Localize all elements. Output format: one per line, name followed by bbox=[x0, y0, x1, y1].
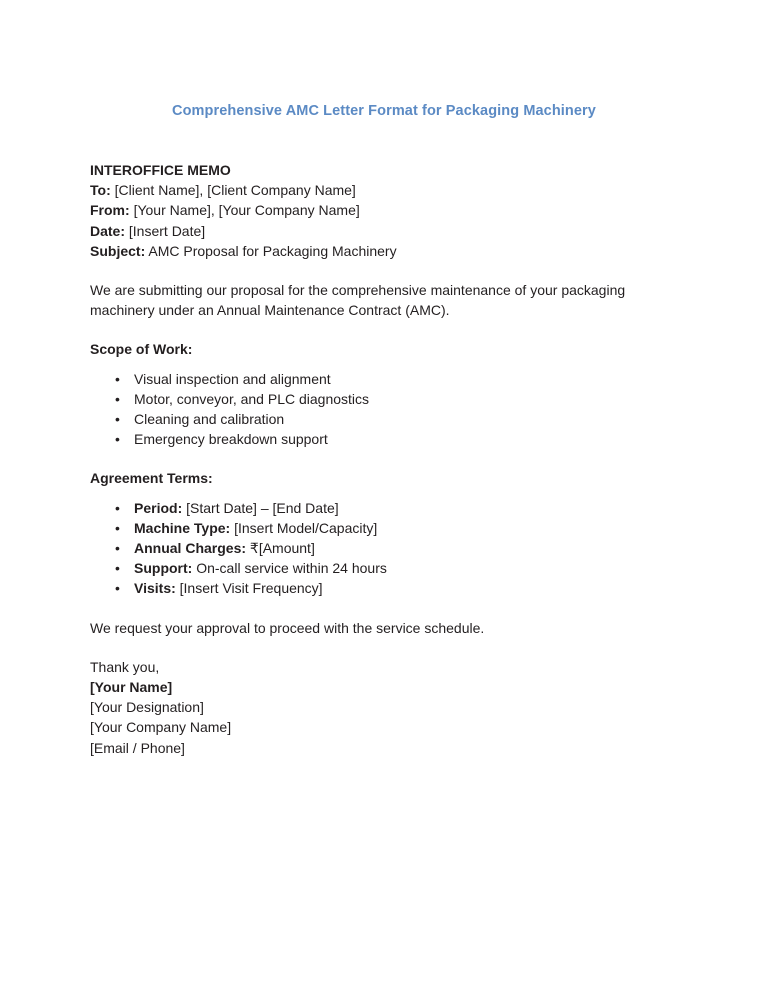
list-item bbox=[90, 498, 680, 518]
bullet-icon: • bbox=[115, 499, 120, 516]
bullet-icon: • bbox=[115, 370, 120, 387]
signature-block bbox=[90, 657, 680, 758]
list-item-value: [Start Date] – [End Date] bbox=[186, 499, 339, 516]
list-item-value: [Insert Visit Frequency] bbox=[179, 580, 323, 597]
memo-heading: INTEROFFICE MEMO bbox=[90, 162, 231, 178]
list-item bbox=[90, 409, 680, 429]
scope-of-work-list bbox=[90, 369, 680, 450]
signature-contact: [Email / Phone] bbox=[90, 739, 185, 756]
memo-field-from-label: From: bbox=[90, 202, 130, 219]
list-item-label: Support: bbox=[134, 560, 193, 577]
list-item bbox=[90, 429, 680, 449]
memo-field-date-value: [Insert Date] bbox=[128, 222, 206, 239]
list-item-label: Visits: bbox=[134, 580, 176, 597]
list-item-label: Machine Type: bbox=[134, 519, 231, 536]
list-item-label: Annual Charges: bbox=[134, 540, 247, 557]
bullet-icon: • bbox=[115, 411, 120, 428]
bullet-icon: • bbox=[115, 580, 120, 597]
bullet-icon: • bbox=[115, 390, 120, 407]
list-item-value: On-call service within 24 hours bbox=[196, 560, 387, 577]
memo-field-subject-value: AMC Proposal for Packaging Machinery bbox=[148, 242, 397, 259]
signature-designation: [Your Designation] bbox=[90, 699, 204, 716]
memo-field-to bbox=[90, 180, 680, 200]
memo-field-subject bbox=[90, 241, 680, 261]
list-item bbox=[90, 369, 680, 389]
memo-field-date-label: Date: bbox=[90, 222, 126, 239]
memo-field-date bbox=[90, 221, 680, 241]
list-item bbox=[90, 538, 680, 558]
memo-header-block bbox=[90, 160, 680, 261]
document-body bbox=[90, 160, 680, 758]
list-item bbox=[90, 578, 680, 598]
agreement-terms-heading: Agreement Terms: bbox=[90, 470, 213, 487]
signature-name: [Your Name] bbox=[90, 679, 173, 696]
memo-field-to-label: To: bbox=[90, 182, 111, 199]
list-item-label: Emergency breakdown support bbox=[134, 431, 328, 448]
list-item bbox=[90, 518, 680, 538]
bullet-icon: • bbox=[115, 540, 120, 557]
intro-paragraph: We are submitting our proposal for the comprehensive maintenance of your packaging machinery under an Annual Maintenance Contract (AMC). bbox=[90, 282, 626, 319]
bullet-icon: • bbox=[115, 431, 120, 448]
memo-field-subject-label: Subject: bbox=[90, 242, 146, 259]
list-item-label: Visual inspection and alignment bbox=[134, 370, 331, 387]
bullet-icon: • bbox=[115, 519, 120, 536]
list-item-label: Cleaning and calibration bbox=[134, 411, 285, 428]
scope-of-work-heading: Scope of Work: bbox=[90, 341, 193, 358]
bullet-icon: • bbox=[115, 560, 120, 577]
list-item bbox=[90, 558, 680, 578]
list-item-value: [Insert Model/Capacity] bbox=[234, 519, 378, 536]
memo-field-to-value: [Client Name], [Client Company Name] bbox=[114, 182, 356, 199]
approval-request-paragraph: We request your approval to proceed with the service schedule. bbox=[90, 619, 485, 636]
list-item bbox=[90, 389, 680, 409]
memo-field-from-value: [Your Name], [Your Company Name] bbox=[133, 202, 360, 219]
list-item-label: Motor, conveyor, and PLC diagnostics bbox=[134, 390, 370, 407]
page-title: Comprehensive AMC Letter Format for Packaging Machinery bbox=[172, 103, 596, 119]
memo-field-from bbox=[90, 200, 680, 220]
agreement-terms-list bbox=[90, 498, 680, 599]
list-item-label: Period: bbox=[134, 499, 183, 516]
list-item-value: ₹[Amount] bbox=[249, 540, 315, 557]
signature-thanks: Thank you, bbox=[90, 658, 160, 675]
signature-company: [Your Company Name] bbox=[90, 719, 232, 736]
